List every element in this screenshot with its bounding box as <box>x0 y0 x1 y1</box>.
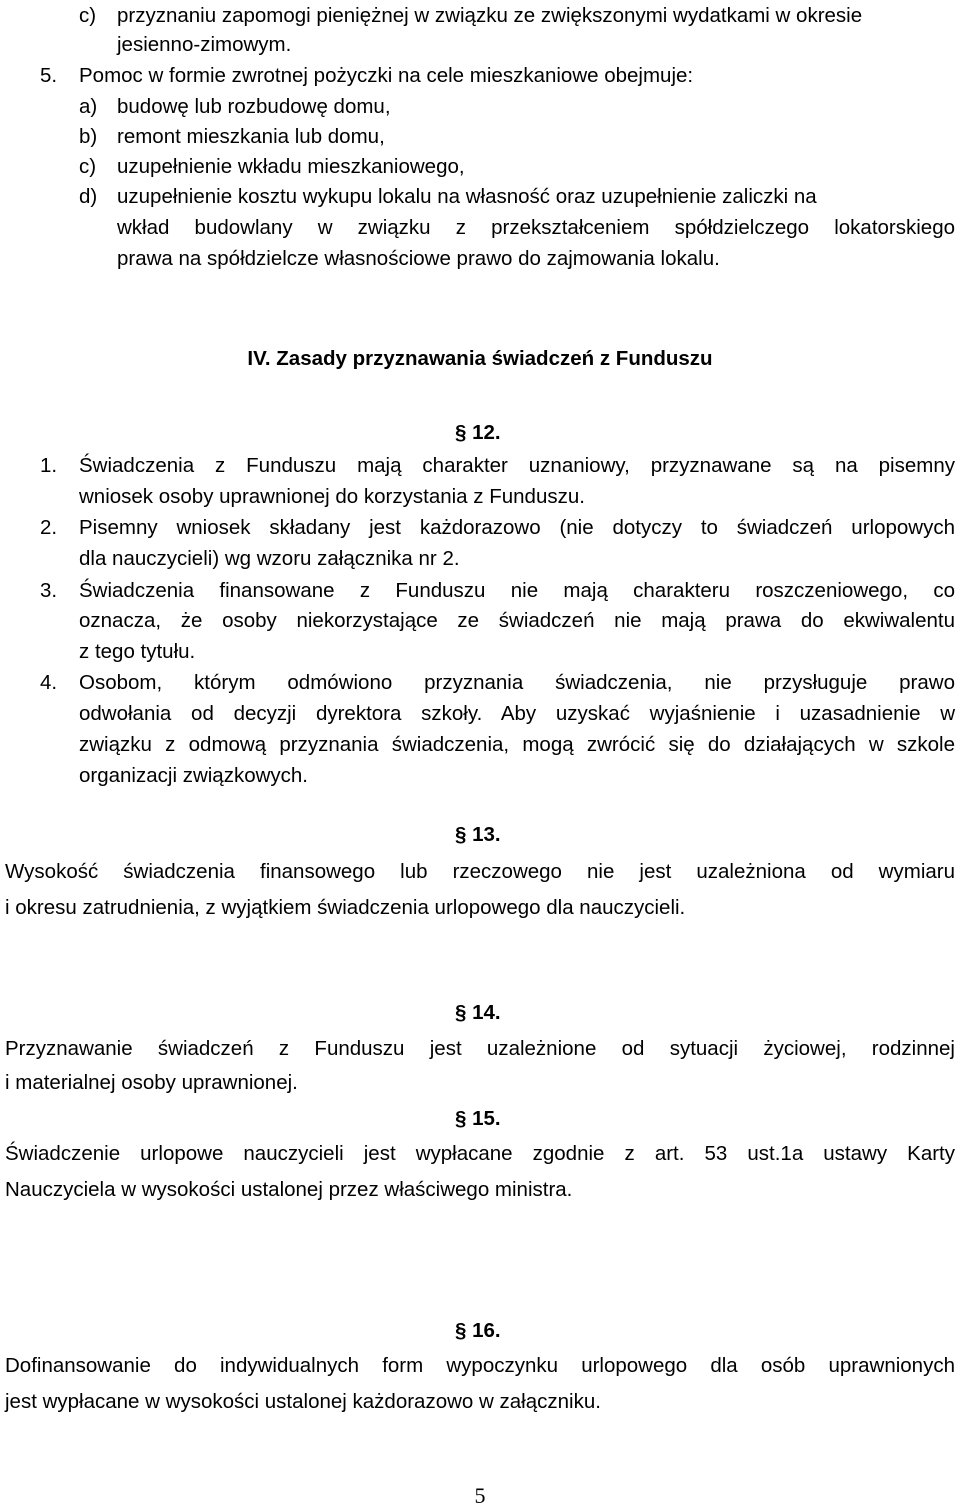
point-text: odwołania od decyzji dyrektora szkoły. Aby uzyskać wyjaśnienie i uzasadnienie w <box>79 702 955 725</box>
section-16-title: § 16. <box>455 1319 501 1342</box>
point-text: Świadczenia finansowane z Funduszu nie mają charakteru roszczeniowego, co <box>79 579 955 602</box>
section-12-title: § 12. <box>455 421 501 444</box>
point-text: z tego tytułu. <box>79 640 196 663</box>
section-15-text: Świadczenie urlopowe nauczycieli jest wypłacane zgodnie z art. 53 ust.1a ustawy Karty <box>5 1142 955 1165</box>
sublist-marker: b) <box>79 125 98 148</box>
list-text: przyznaniu zapomogi pieniężnej w związku ze zwiększonymi wydatkami w okresie <box>117 4 863 27</box>
point-number: 4. <box>40 671 58 694</box>
section-15-text: Nauczyciela w wysokości ustalonej przez właściwego ministra. <box>5 1178 573 1201</box>
sublist-marker: c) <box>79 155 97 178</box>
point-text: wniosek osoby uprawnionej do korzystania z Funduszu. <box>79 485 585 508</box>
sublist-marker: d) <box>79 185 98 208</box>
point-text: organizacji związkowych. <box>79 764 309 787</box>
point-text: dla nauczycieli) wg wzoru załącznika nr 2. <box>79 547 460 570</box>
section-13-title: § 13. <box>455 823 501 846</box>
section-14-text: Przyznawanie świadczeń z Funduszu jest uzależnione od sytuacji życiowej, rodzinnej <box>5 1037 955 1060</box>
sublist-text: wkład budowlany w związku z przekształceniem spółdzielczego lokatorskiego <box>117 216 955 239</box>
list-text: Pomoc w formie zwrotnej pożyczki na cele mieszkaniowe obejmuje: <box>79 64 694 87</box>
sublist-text: prawa na spółdzielcze własnościowe prawo do zajmowania lokalu. <box>117 247 720 270</box>
point-number: 2. <box>40 516 58 539</box>
section-14-text: i materialnej osoby uprawnionej. <box>5 1071 298 1094</box>
sublist-text: uzupełnienie wkładu mieszkaniowego, <box>117 155 465 178</box>
list-marker: c) <box>79 4 97 27</box>
section-13-text: i okresu zatrudnienia, z wyjątkiem świadczenia urlopowego dla nauczycieli. <box>5 896 686 919</box>
page-number: 5 <box>474 1483 486 1508</box>
section-16-text: Dofinansowanie do indywidualnych form wypoczynku urlopowego dla osób uprawnionych <box>5 1354 955 1377</box>
sublist-text: remont mieszkania lub domu, <box>117 125 385 148</box>
section-13-text: Wysokość świadczenia finansowego lub rzeczowego nie jest uzależniona od wymiaru <box>5 860 955 883</box>
sublist-text: budowę lub rozbudowę domu, <box>117 95 391 118</box>
list-number: 5. <box>40 64 58 87</box>
point-number: 1. <box>40 454 58 477</box>
section-14-title: § 14. <box>455 1001 501 1024</box>
section-16-text: jest wypłacane w wysokości ustalonej każdorazowo w załączniku. <box>5 1390 601 1413</box>
point-text: Świadczenia z Funduszu mają charakter uznaniowy, przyznawane są na pisemny <box>79 454 955 477</box>
point-text: Osobom, którym odmówiono przyznania świadczenia, nie przysługuje prawo <box>79 671 955 694</box>
chapter-heading: IV. Zasady przyznawania świadczeń z Funduszu <box>247 347 713 370</box>
section-15-title: § 15. <box>455 1107 501 1130</box>
point-number: 3. <box>40 579 58 602</box>
point-text: oznacza, że osoby niekorzystające ze świadczeń nie mają prawa do ekwiwalentu <box>79 609 955 632</box>
point-text: Pisemny wniosek składany jest każdorazowo (nie dotyczy to świadczeń urlopowych <box>79 516 955 539</box>
point-text: związku z odmową przyznania świadczenia, mogą zwrócić się do działających w szkole <box>79 733 955 756</box>
sublist-marker: a) <box>79 95 98 118</box>
sublist-text: uzupełnienie kosztu wykupu lokalu na własność oraz uzupełnienie zaliczki na <box>117 185 817 208</box>
list-text: jesienno-zimowym. <box>117 33 292 56</box>
